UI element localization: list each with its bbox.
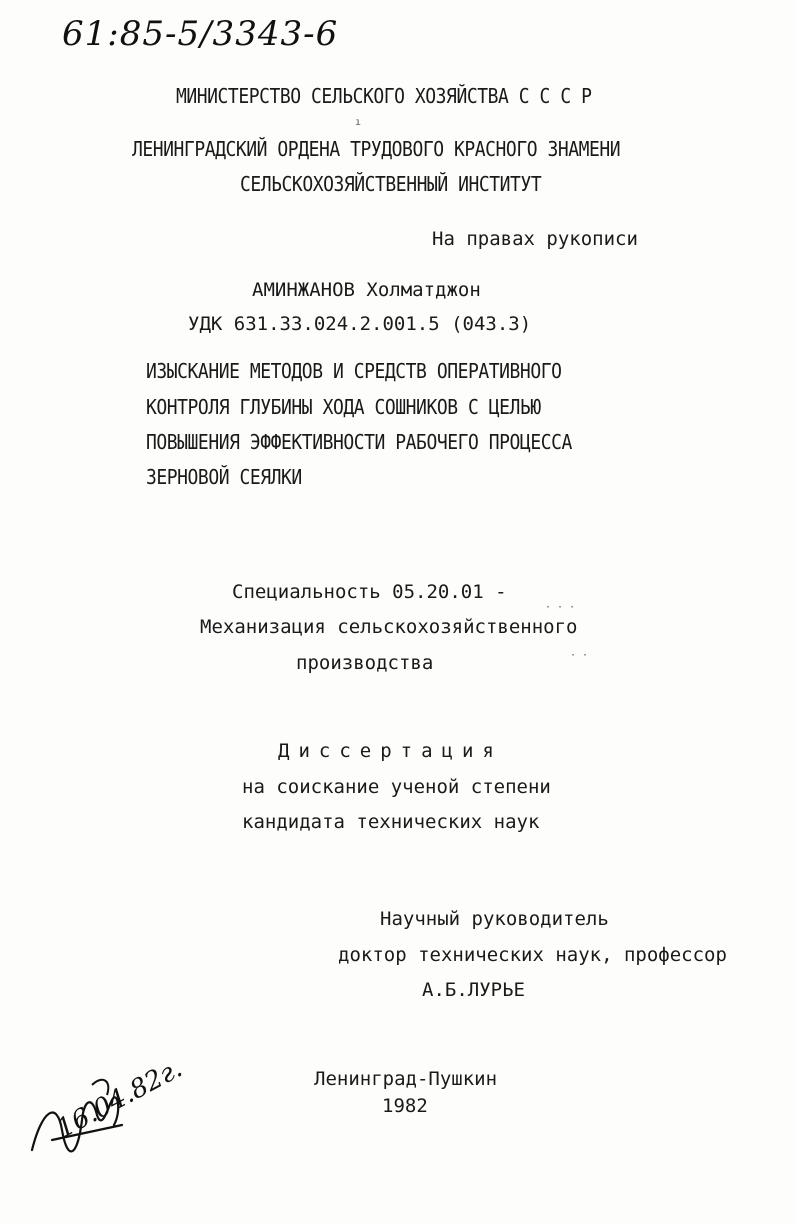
manuscript-rights: На правах рукописи	[432, 228, 638, 250]
ministry-line: МИНИСТЕРСТВО СЕЛЬСКОГО ХОЗЯЙСТВА С С С Р	[176, 84, 592, 108]
advisor-label: Научный руководитель	[380, 908, 609, 930]
udc-code: УДК 631.33.024.2.001.5 (043.3)	[188, 313, 532, 335]
year: 1982	[382, 1095, 428, 1117]
degree-line-2: кандидата технических наук	[242, 811, 540, 833]
author-name: АМИНЖАНОВ Холматджон	[252, 279, 481, 301]
signature-date: 16.04.82г.	[52, 1053, 188, 1145]
specialty-line-3: производства	[296, 652, 434, 674]
institute-line-1: ЛЕНИНГРАДСКИЙ ОРДЕНА ТРУДОВОГО КРАСНОГО ЗНАМЕНИ	[132, 137, 621, 161]
archive-code: 61:85-5/3343-6	[62, 14, 339, 54]
title-line-2: КОНТРОЛЯ ГЛУБИНЫ ХОДА СОШНИКОВ С ЦЕЛЬЮ	[146, 395, 541, 419]
title-line-1: ИЗЫСКАНИЕ МЕТОДОВ И СРЕДСТВ ОПЕРАТИВНОГО	[146, 359, 562, 383]
degree-line-1: на соискание ученой степени	[242, 776, 551, 798]
institute-line-2: СЕЛЬСКОХОЗЯЙСТВЕННЫЙ ИНСТИТУТ	[240, 172, 542, 196]
place: Ленинград-Пушкин	[314, 1068, 498, 1090]
stray-mark: · · ·	[545, 602, 576, 613]
dissertation-heading: Диссертация	[278, 740, 503, 762]
advisor-title: доктор технических наук, профессор	[338, 944, 727, 966]
title-line-3: ПОВЫШЕНИЯ ЭФФЕКТИВНОСТИ РАБОЧЕГО ПРОЦЕССА	[146, 430, 572, 454]
advisor-name: А.Б.ЛУРЬЕ	[422, 979, 525, 1001]
specialty-line-1: Специальность 05.20.01 -	[232, 581, 507, 603]
stray-mark: ı	[355, 117, 362, 128]
title-line-4: ЗЕРНОВОЙ СЕЯЛКИ	[146, 465, 302, 489]
stray-mark: · ·	[570, 650, 589, 661]
specialty-line-2: Механизация сельскохозяйственного	[200, 616, 578, 638]
